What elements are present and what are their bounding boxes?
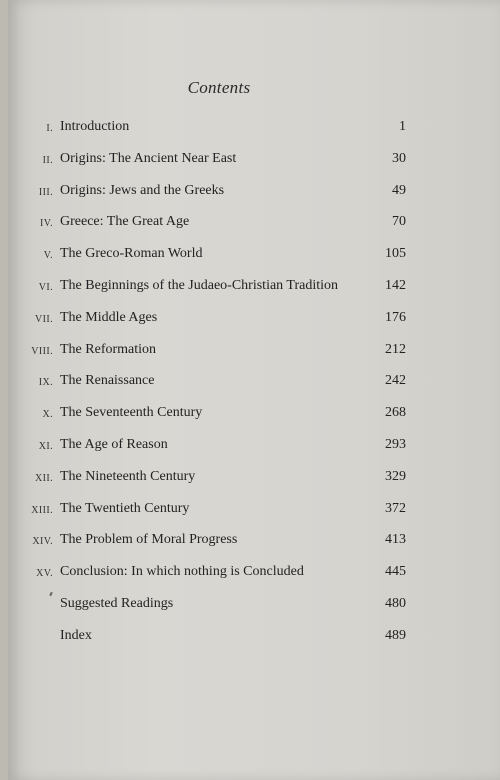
chapter-title: Index	[60, 627, 92, 643]
chapter-title: The Twentieth Century	[60, 500, 190, 516]
page-number: 1	[399, 119, 406, 134]
chapter-title: The Renaissance	[60, 373, 155, 389]
chapter-title: Origins: Jews and the Greeks	[60, 182, 225, 198]
chapter-title: Suggested Readings	[60, 596, 174, 611]
toc-entry	[8, 435, 500, 455]
toc-entry	[8, 212, 500, 232]
page-number: 372	[385, 500, 406, 516]
chapter-title: The Beginnings of the Judaeo-Christian Tradition	[60, 278, 339, 293]
chapter-numeral: IV.	[40, 218, 53, 230]
chapter-numeral: VIII.	[31, 345, 53, 357]
chapter-title: Conclusion: In which nothing is Concluded	[60, 564, 304, 580]
page-number: 329	[385, 468, 406, 484]
chapter-numeral: XIV.	[32, 536, 53, 548]
toc-entry	[8, 403, 500, 423]
page-number: 445	[385, 564, 406, 580]
toc-entry	[8, 244, 500, 264]
page-number: 105	[385, 246, 406, 262]
chapter-title: Greece: The Great Age	[60, 214, 190, 230]
page-number: 30	[392, 150, 406, 166]
page-number: 293	[385, 437, 406, 452]
chapter-numeral: X.	[42, 409, 53, 421]
chapter-numeral: I.	[46, 123, 53, 134]
chapter-numeral: IX.	[38, 377, 53, 389]
page-number: 489	[385, 627, 406, 643]
toc-entry	[8, 499, 500, 519]
page-number: 70	[392, 214, 406, 230]
page-number: 268	[385, 405, 406, 421]
chapter-numeral: XIII.	[31, 504, 53, 516]
page-number: 49	[392, 182, 406, 198]
toc-entry	[8, 117, 500, 137]
page-number: 480	[385, 596, 406, 611]
chapter-title: The Nineteenth Century	[60, 468, 196, 484]
chapter-title: Introduction	[60, 119, 130, 134]
toc-entry	[8, 530, 500, 550]
page-number: 176	[385, 309, 406, 325]
chapter-title: The Problem of Moral Progress	[60, 532, 238, 548]
chapter-numeral: III.	[38, 186, 53, 198]
toc-entry	[8, 594, 500, 614]
book-page	[8, 0, 500, 780]
toc-entry	[8, 149, 500, 169]
chapter-numeral: XII.	[35, 472, 53, 484]
toc-entry	[8, 340, 500, 360]
toc-entry	[8, 371, 500, 391]
chapter-title: The Reformation	[60, 341, 157, 357]
chapter-numeral: V.	[43, 250, 53, 262]
chapter-title: The Middle Ages	[60, 309, 158, 325]
toc-entry	[8, 181, 500, 201]
chapter-title: Origins: The Ancient Near East	[60, 150, 237, 166]
toc-entry	[8, 562, 500, 582]
chapter-numeral: XV.	[36, 568, 53, 580]
chapter-title: The Age of Reason	[60, 437, 168, 452]
chapter-title: The Seventeenth Century	[60, 405, 203, 421]
chapter-numeral: XI.	[38, 441, 53, 452]
page-number: 212	[385, 341, 406, 357]
chapter-title: The Greco-Roman World	[60, 246, 203, 262]
page-number: 242	[385, 373, 406, 389]
page-number: 413	[385, 532, 406, 548]
page-number: 142	[385, 278, 406, 293]
toc-entry	[8, 276, 500, 296]
toc-entry	[8, 467, 500, 487]
chapter-numeral: VII.	[35, 313, 53, 325]
toc-entry	[8, 626, 500, 646]
contents-heading: Contents	[187, 78, 251, 97]
chapter-numeral: VI.	[38, 282, 53, 293]
chapter-numeral: II.	[42, 154, 53, 166]
toc-entry	[8, 308, 500, 328]
